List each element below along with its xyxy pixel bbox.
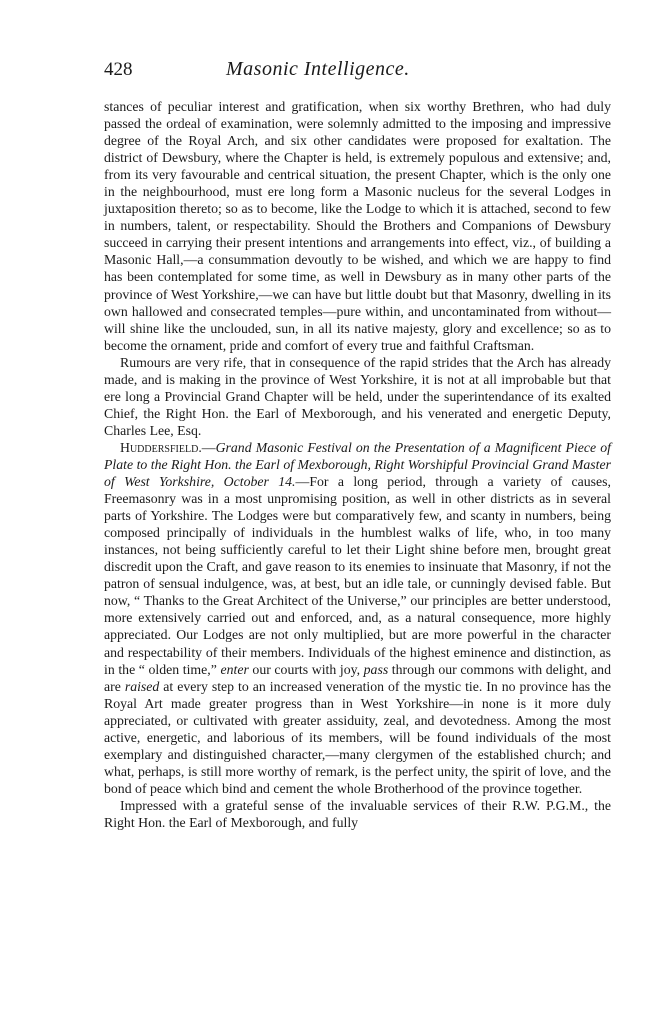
page-number: 428 (104, 59, 133, 80)
text-run: Impressed with a grateful sense of the invaluable services of their R.W. P.G.M., the Right Hon. the Earl of Mexborough, and fully (104, 797, 611, 830)
smallcaps-text-run: Huddersfield (120, 439, 199, 455)
text-run: Rumours are very rife, that in consequence of the rapid strides that the Arch has already made, and is making in the province of West Yorkshire, it is not at all improbable but that ere long a Provincial Grand Chapter will be held, under the superintendance of its exalted Chief, the Right Hon. the Earl of Mexborough, and his venerated and energetic Deputy, Charles Lee, Esq. (104, 354, 611, 438)
article-body (104, 98, 611, 831)
page-header (104, 58, 611, 98)
paragraph (104, 797, 611, 831)
text-run: —For a long period, through a variety of causes, Freemasonry was in a most unpromising position, as well in other districts as in several parts of Yorkshire. The Lodges were but comparatively few, and scanty in numbers, being composed principally of individuals in the humblest walks of life, who, in too many instances, not being sufficiently careful to let their Light shine before men, brought great discredit upon the Craft, and gave reason to its enemies to insinuate that Masonry, if not the patron of sensual indulgence, was, at best, but an idle tale, or cunningly devised fable. But now, “ Thanks to the Great Architect of the Universe,” our principles are better understood, more extensively carried out and enforced, and, as a natural consequence, more highly appreciated. Our Lodges are not only multiplied, but are more powerful in the character and respectability of their members. Individuals of the highest eminence and distinction, as in the “ olden time,” (104, 474, 611, 677)
italic-text-run: enter (220, 661, 249, 677)
italic-text-run: pass (363, 661, 389, 677)
text-run: our courts with joy, (248, 661, 364, 677)
paragraph (104, 354, 611, 439)
italic-text-run: raised (124, 678, 160, 694)
paragraph (104, 98, 611, 354)
paragraph (104, 439, 611, 797)
text-run: stances of peculiar interest and gratification, when six worthy Brethren, who had duly passed the ordeal of examination, were solemnly admitted to the imposing and impressive degree of the Royal Arch, and six other candidates were proposed for exaltation. The district of Dewsbury, where the Chapter is held, is extremely populous and extensive; and, from its very favourable and centrical situation, the present Chapter, which is the only one in the neighbourhood, must ere long form a Masonic nucleus for the several Lodges in juxtaposition thereto; so as to become, like the Lodge to which it is attached, second to few in numbers, talent, or respectability. Should the Brothers and Companions of Dewsbury succeed in carrying their present intentions and arrangements into effect, viz., of building a Masonic Hall,—a consummation devoutly to be wished, and which we are happy to find has been contemplated for some time, as well in Dewsbury as in many other parts of the province of West Yorkshire,—we can have but little doubt but that Masonry, dwelling in its own hallowed and consecrated temples—pure within, and uncontaminated from without—will shine like the unclouded, sun, in all its native majesty, glory and excellence; so as to become the ornament, pride and comfort of every true and faithful Craftsman. (104, 99, 611, 353)
text-run: .— (198, 439, 216, 455)
text-run: at every step to an increased veneration of the mystic tie. In no province has the Royal Art made greater progress than in West Yorkshire—in none is it more duly appreciated, or cultivated with greater assiduity, zeal, and devotedness. Among the most active, energetic, and laborious of its members, will be found individuals of the most exemplary and distinguished character,—many clergymen of the established church; and what, perhaps, is still more worthy of remark, is the perfect unity, the spirit of love, and the bond of peace which bind and cement the whole Brotherhood of the province together. (104, 678, 611, 796)
text-run: through our commons with delight, and are (104, 661, 611, 694)
running-title: Masonic Intelligence. (226, 58, 410, 80)
italic-text-run: Grand Masonic Festival on the Presentation of a Magnificent Piece of Plate to the Right Hon. the Earl of Mexborough, Right Worshipful Provincial Grand Master of West Yorkshire, October 14. (104, 439, 611, 490)
